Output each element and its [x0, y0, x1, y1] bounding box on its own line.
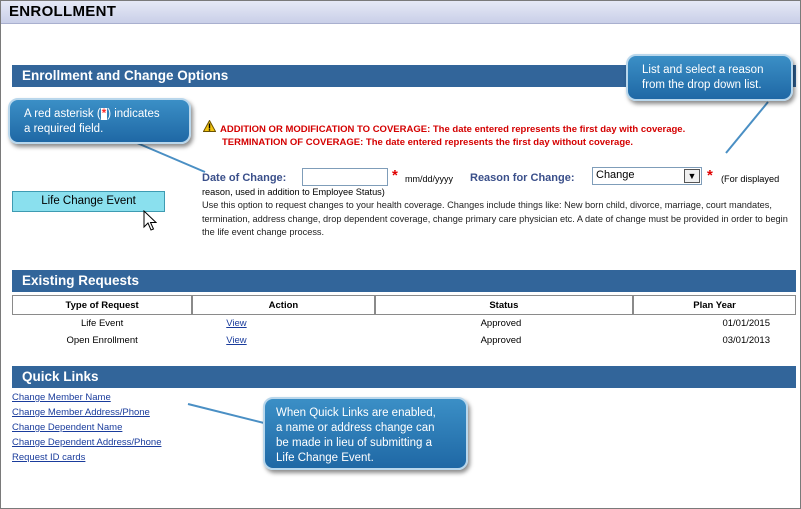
asterisk-icon: *: [101, 108, 107, 120]
view-link[interactable]: View: [226, 318, 247, 329]
column-header-action: Action: [192, 295, 374, 315]
column-header-plan-year: Plan Year: [633, 295, 796, 315]
callout-reason-line2: from the drop down list.: [642, 79, 762, 91]
quick-link-change-member-name[interactable]: Change Member Name: [12, 392, 111, 403]
callout-required-line2: a required field.: [24, 123, 104, 135]
reason-for-change-label: Reason for Change:: [470, 172, 575, 184]
plan-year-cell: 01/01/2015: [722, 318, 770, 329]
view-link[interactable]: View: [226, 335, 247, 346]
callout-reason-select: [626, 54, 793, 101]
quick-link-change-dependent-address[interactable]: Change Dependent Address/Phone: [12, 437, 162, 448]
existing-requests-title: Existing Requests: [22, 273, 140, 288]
request-type-cell: Life Event: [81, 318, 124, 329]
reason-selected-value: Change: [596, 169, 635, 181]
quick-link-change-member-address[interactable]: Change Member Address/Phone: [12, 407, 150, 418]
life-change-event-button[interactable]: Life Change Event: [12, 191, 165, 212]
column-header-status: Status: [375, 295, 634, 315]
quick-links-title: Quick Links: [22, 369, 99, 384]
column-header-type: Type of Request: [12, 295, 192, 315]
callout-quick-line3: be made in lieu of submitting a: [276, 437, 432, 449]
required-asterisk-date: *: [392, 167, 398, 184]
request-type-cell: Open Enrollment: [66, 335, 138, 346]
callout-quick-line1: When Quick Links are enabled,: [276, 407, 436, 419]
warning-addition-text: The date entered represents the first day with coverage.: [432, 124, 686, 135]
chevron-down-icon[interactable]: ▼: [684, 169, 700, 183]
reason-note-line2: reason, used in addition to Employee Status): [202, 187, 385, 197]
change-description: Use this option to request changes to your health coverage. Changes include things like: New born child, divorce, marriage, court mandates, termination, address change, drop dependent coverage, change primary care physician etc. A date of change must be provided in order to begin the life event change process.: [202, 200, 788, 237]
status-cell: Approved: [480, 318, 522, 329]
reason-note-line1: (For displayed: [721, 174, 780, 184]
quick-link-change-dependent-name[interactable]: Change Dependent Name: [12, 422, 123, 433]
callout-quick-line4: Life Change Event.: [276, 452, 374, 464]
callout-reason-line1: List and select a reason: [642, 64, 764, 76]
date-format-hint: mm/dd/yyyy: [405, 174, 454, 184]
status-cell: Approved: [480, 335, 522, 346]
callout-quick-links: [263, 397, 468, 470]
warning-termination-text: The date entered represents the first day without coverage.: [365, 137, 634, 148]
required-asterisk-reason: *: [707, 167, 713, 184]
plan-year-cell: 03/01/2013: [722, 335, 770, 346]
warning-termination-label: TERMINATION OF COVERAGE:: [222, 137, 364, 148]
warning-addition-label: ADDITION OR MODIFICATION TO COVERAGE:: [220, 124, 431, 135]
quick-link-request-id-cards[interactable]: Request ID cards: [12, 452, 86, 463]
callout-required-line1: A red asterisk (*) indicates: [24, 108, 160, 120]
page-title: ENROLLMENT: [9, 3, 117, 20]
enrollment-section-title: Enrollment and Change Options: [22, 68, 229, 83]
date-of-change-label: Date of Change:: [202, 172, 287, 184]
callout-quick-line2: a name or address change can: [276, 422, 435, 434]
callout-required-field: [8, 98, 191, 144]
